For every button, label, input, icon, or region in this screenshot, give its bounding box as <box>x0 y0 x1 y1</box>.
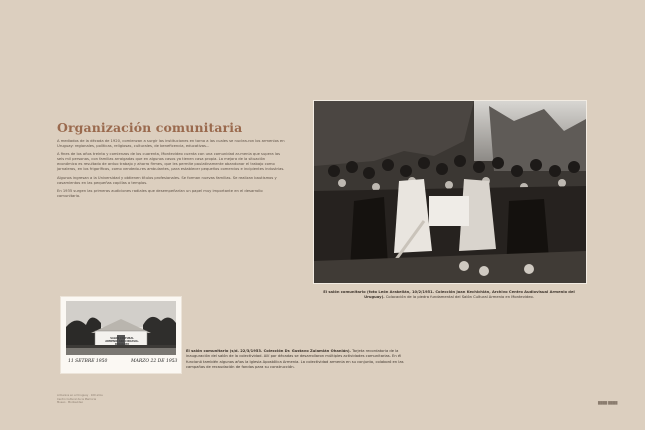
caption-bold: El salón comunitario (s/d. 22/3/1953. Colección Dr. Gustavo Zulamián Ohanián). <box>186 349 351 353</box>
footer-logos: ████ ████ <box>598 401 618 405</box>
footer-line: Armenios en el Uruguay · 100 años <box>57 394 103 397</box>
body-paragraph: A mediados de la década de 1920, comienzan a surgir las instituciones en torno a las cuales se nuclea-ron los armenios en Uruguay: regionales, políticas, religiosas, culturales, de beneficencia, educativas... <box>57 139 285 149</box>
postcard-left-date: 11 SETBRE 1950 <box>68 359 108 364</box>
postcard-caption <box>186 349 408 370</box>
caption-text: Colocación de la piedra fundamental del Salón Cultural Armenio en Montevideo. <box>384 295 534 300</box>
ceremony-photo-caption <box>318 290 580 300</box>
postcard-label: SALON CULTURAL ARMENIO ASO CIRCASIA-PARAGUAY <box>105 337 139 346</box>
footer-credits <box>57 394 103 405</box>
footer-line: Centro Cultural de la Memoria <box>57 397 97 401</box>
section-body <box>57 139 285 202</box>
body-paragraph: En 1935 surgen las primeras audiciones radiales que desempeñarían un papel muy importante en el desarrollo comunitario. <box>57 188 263 198</box>
ceremony-photo-image <box>314 101 586 283</box>
caption-text: Tarjeta recordatoria de la inauguración del salón de la colectividad. Allí por décadas se desarrollaron múltiples actividades comunitarias. En él funcionó también algunos años la Iglesia Apostólica Armenia. La colectividad armenia en su conjunto, colaboró en las campañas de recaudación de fondos para su construcción. <box>186 349 404 369</box>
commemorative-postcard <box>60 296 182 374</box>
postcard-right-date: MARZO 22 DE 1953 <box>131 359 178 364</box>
body-paragraph: Algunos ingresan a la Universidad y obtienen títulos profesionales. Se forman nuevas familias. Se realizan bautismos y casamientos en las pequeñas capillas o templos. <box>57 175 277 185</box>
ceremony-photo <box>313 100 587 284</box>
section-title: Organización comunitaria <box>57 120 243 135</box>
caption-bold: El salón comunitario (foto León Arakelián, 10/2/1951. Colección Joan Kechichián, Archivo Centro Audiovisual Armenio del Uruguay). <box>323 290 575 300</box>
footer-line: Museo · Montevideo <box>57 401 84 405</box>
body-paragraph: A fines de los años treinta y comienzos de los cuarenta, Montevideo cuenta con una comunidad ar-menia que supera las seis mil personas, con familias arraigadas que en algunos casos ya tienen casa propia. La mejora de la situación económica es resultado de arduo trabajo y ahorro firmes, que les permite paulatinamente abandonar el trabajo como jornaleros, en los frigoríficos, como vendedo-res ambulantes, para establecer pequeños comercios e incipientes industrias. <box>57 152 285 172</box>
